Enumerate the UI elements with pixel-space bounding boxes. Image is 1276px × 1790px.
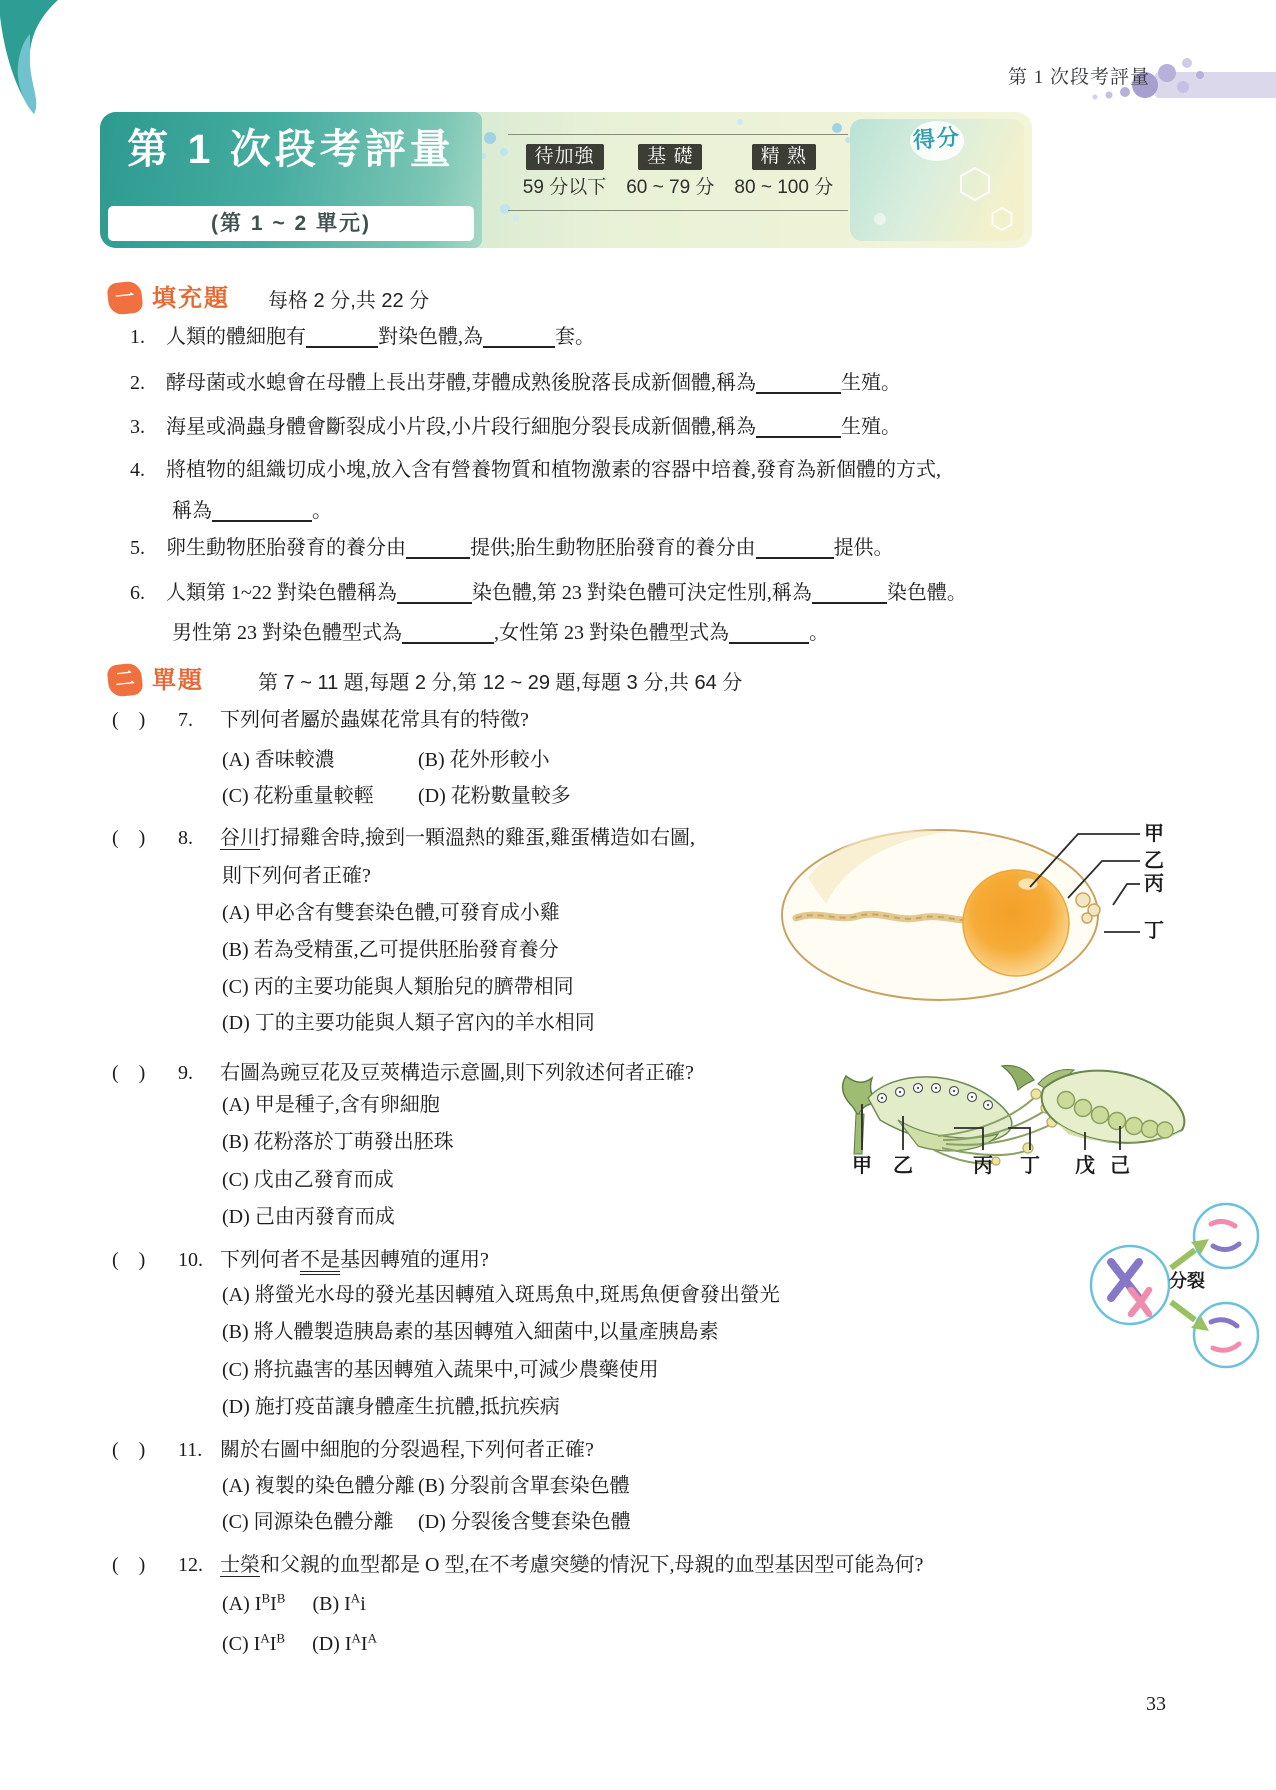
grade-level bbox=[734, 144, 833, 200]
question-7 bbox=[112, 708, 529, 733]
exam-title: 第 1 次段考評量 bbox=[127, 126, 455, 172]
fill-question-6-line2 bbox=[172, 620, 829, 646]
grade-level bbox=[626, 144, 714, 200]
question-stem: 打掃雞舍時,撿到一顆溫熱的雞蛋,雞蛋構造如右圖, bbox=[260, 827, 695, 849]
egg-label-yi: 乙 bbox=[1144, 850, 1164, 872]
pea-diagram bbox=[838, 1058, 1188, 1190]
answer-blank bbox=[306, 324, 378, 348]
level-range: 80 ~ 100 分 bbox=[734, 176, 834, 198]
option-a: (A) $I^BI^B$ bbox=[222, 1590, 286, 1615]
fill-question-5 bbox=[130, 535, 894, 561]
question-number: 2. bbox=[130, 372, 145, 394]
option-b: (B) 花粉落於丁萌發出胚珠 bbox=[222, 1131, 454, 1153]
exam-banner bbox=[100, 112, 1032, 248]
question-text: 提供;胎生動物胚胎發育的養分由 bbox=[470, 537, 756, 559]
grade-scale-table bbox=[508, 134, 848, 211]
egg-label-jia: 甲 bbox=[1144, 823, 1164, 845]
question-text: 海星或渦蟲身體會斷裂成小片段,小片段行細胞分裂長成新個體,稱為 bbox=[166, 416, 756, 438]
question-text: 卵生動物胚胎發育的養分由 bbox=[166, 537, 406, 559]
question-text: 染色體。 bbox=[886, 582, 967, 604]
section-one-note: 每格 2 分,共 22 分 bbox=[268, 290, 430, 312]
answer-blank bbox=[729, 620, 809, 644]
question-text: 提供。 bbox=[833, 537, 894, 559]
question-8-stem-line2: 則下列何者正確? bbox=[222, 865, 371, 887]
level-range: 60 ~ 79 分 bbox=[626, 176, 715, 198]
option-b: (B) 分裂前含單套染色體 bbox=[418, 1475, 630, 1497]
question-stem: 和父親的血型都是 O 型,在不考慮突變的情況下,母親的血型基因型可能為何? bbox=[260, 1554, 924, 1576]
answer-blank bbox=[756, 414, 841, 438]
option-d: (D) 施打疫苗讓身體產生抗體,抵抗疾病 bbox=[222, 1396, 560, 1418]
section-two-note: 第 7 ~ 11 題,每題 2 分,第 12 ~ 29 題,每題 3 分,共 64 分 bbox=[258, 672, 743, 694]
level-badge: 基 礎 bbox=[638, 144, 702, 170]
option-c: (C) $I^AI^B$ bbox=[222, 1630, 286, 1655]
option-a: (A) 甲是種子,含有卵細胞 bbox=[222, 1094, 440, 1116]
pea-label-ding: 丁 bbox=[1020, 1155, 1040, 1177]
answer-blank bbox=[406, 535, 470, 559]
answer-blank bbox=[397, 580, 472, 604]
question-text: 稱為 bbox=[172, 500, 212, 522]
option-c: (C) 同源染色體分離 bbox=[222, 1511, 394, 1533]
question-text: 對染色體,為 bbox=[378, 326, 483, 348]
question-stem: 基因轉殖的運用? bbox=[340, 1249, 489, 1271]
score-box bbox=[850, 119, 1024, 241]
option-b: (B) 花外形較小 bbox=[418, 749, 550, 771]
pea-label-yi: 乙 bbox=[893, 1155, 913, 1177]
section-one-icon: 一 bbox=[106, 280, 143, 315]
option-b: (B) 將人體製造胰島素的基因轉殖入細菌中,以量產胰島素 bbox=[222, 1321, 719, 1343]
answer-parentheses: ( ) bbox=[112, 1249, 146, 1271]
answer-parentheses: ( ) bbox=[112, 827, 146, 849]
option-c: (C) 丙的主要功能與人類胎兒的臍帶相同 bbox=[222, 976, 574, 998]
question-text: 。 bbox=[312, 500, 332, 522]
page-number: 33 bbox=[1146, 1693, 1166, 1715]
question-number: 4. bbox=[130, 459, 145, 481]
fill-question-3 bbox=[130, 414, 901, 440]
section-two-title: 單題 bbox=[152, 667, 204, 694]
question-number: 12. bbox=[178, 1554, 203, 1576]
pea-label-jia: 甲 bbox=[852, 1155, 872, 1177]
question-10 bbox=[112, 1248, 489, 1273]
answer-blank bbox=[483, 324, 555, 348]
question-12 bbox=[112, 1553, 923, 1578]
question-number: 3. bbox=[130, 416, 145, 438]
hexagon-decoration bbox=[850, 119, 1024, 241]
question-text: 人類的體細胞有 bbox=[166, 326, 306, 348]
division-label: 分裂 bbox=[1169, 1271, 1205, 1291]
pea-label-wu: 戊 bbox=[1075, 1155, 1095, 1177]
question-number: 6. bbox=[130, 582, 145, 604]
option-b: (B) 若為受精蛋,乙可提供胚胎發育養分 bbox=[222, 939, 559, 961]
pea-illustration bbox=[838, 1058, 1188, 1190]
fill-question-4-line2 bbox=[172, 498, 332, 524]
question-text: 人類第 1~22 對染色體稱為 bbox=[166, 582, 397, 604]
question-9 bbox=[112, 1061, 694, 1086]
question-number: 7. bbox=[178, 709, 193, 731]
egg-diagram bbox=[778, 818, 1178, 1010]
question-stem: 關於右圖中細胞的分裂過程,下列何者正確? bbox=[220, 1439, 594, 1461]
student-name: 士榮 bbox=[220, 1554, 260, 1576]
option-d: (D) 己由丙發育而成 bbox=[222, 1206, 395, 1228]
egg-illustration bbox=[778, 818, 1178, 1010]
question-number: 1. bbox=[130, 326, 145, 348]
option-c: (C) 戊由乙發育而成 bbox=[222, 1169, 394, 1191]
option-b: (B) $I^Ai$ bbox=[312, 1590, 366, 1615]
answer-parentheses: ( ) bbox=[112, 709, 146, 731]
answer-parentheses: ( ) bbox=[112, 1062, 146, 1084]
question-stem: 右圖為豌豆花及豆莢構造示意圖,則下列敘述何者正確? bbox=[220, 1062, 694, 1084]
fill-question-2 bbox=[130, 370, 901, 396]
fill-question-1 bbox=[130, 324, 595, 350]
option-a: (A) 甲必含有雙套染色體,可發育成小雞 bbox=[222, 902, 560, 924]
level-range: 59 分以下 bbox=[522, 176, 607, 198]
question-text: 生殖。 bbox=[841, 372, 901, 394]
option-a: (A) 香味較濃 bbox=[222, 749, 335, 771]
section-one-title: 填充題 bbox=[152, 285, 230, 312]
pea-label-bing: 丙 bbox=[973, 1155, 993, 1177]
question-11-options-row1 bbox=[222, 1474, 630, 1499]
pea-label-ji: 己 bbox=[1110, 1155, 1130, 1177]
question-number: 10. bbox=[178, 1249, 203, 1271]
option-d: (D) 分裂後含雙套染色體 bbox=[418, 1511, 631, 1533]
option-a: (A) 複製的染色體分離 bbox=[222, 1475, 415, 1497]
question-number: 9. bbox=[178, 1062, 193, 1084]
answer-blank bbox=[212, 498, 312, 522]
question-text: 生殖。 bbox=[841, 416, 901, 438]
exam-title-box bbox=[100, 112, 482, 248]
answer-blank bbox=[756, 370, 841, 394]
question-11-options-row2 bbox=[222, 1510, 631, 1535]
question-12-options-row1 bbox=[222, 1592, 366, 1617]
student-name: 谷川 bbox=[220, 827, 260, 849]
question-12-options-row2 bbox=[222, 1632, 377, 1657]
option-c: (C) 花粉重量較輕 bbox=[222, 785, 374, 807]
exam-subtitle: (第 1 ~ 2 單元) bbox=[108, 206, 474, 241]
answer-parentheses: ( ) bbox=[112, 1554, 146, 1576]
negation-emphasis: 不是 bbox=[300, 1249, 340, 1275]
question-text: 套。 bbox=[555, 326, 595, 348]
question-number: 11. bbox=[178, 1439, 203, 1461]
question-text: 。 bbox=[809, 622, 829, 644]
question-number: 5. bbox=[130, 537, 145, 559]
question-number: 8. bbox=[178, 827, 193, 849]
question-text: 酵母菌或水螅會在母體上長出芽體,芽體成熟後脫落長成新個體,稱為 bbox=[166, 372, 756, 394]
grade-level bbox=[523, 144, 606, 200]
answer-blank bbox=[756, 535, 834, 559]
question-11 bbox=[112, 1438, 594, 1463]
option-a: (A) 將螢光水母的發光基因轉殖入斑馬魚中,斑馬魚便會發出螢光 bbox=[222, 1284, 780, 1306]
question-text: ,女性第 23 對染色體型式為 bbox=[494, 622, 729, 644]
question-text: 染色體,第 23 對染色體可決定性別,稱為 bbox=[471, 582, 812, 604]
option-c: (C) 將抗蟲害的基因轉殖入蔬果中,可減少農藥使用 bbox=[222, 1359, 659, 1381]
question-8 bbox=[112, 826, 695, 851]
option-d: (D) 丁的主要功能與人類子宮內的羊水相同 bbox=[222, 1012, 595, 1034]
answer-blank bbox=[812, 580, 887, 604]
answer-parentheses: ( ) bbox=[112, 1439, 146, 1461]
question-stem: 下列何者 bbox=[220, 1249, 300, 1271]
cell-division-diagram bbox=[1085, 1198, 1270, 1374]
option-d: (D) 花粉數量較多 bbox=[418, 785, 571, 807]
question-text: 將植物的組織切成小塊,放入含有營養物質和植物激素的容器中培養,發育為新個體的方式, bbox=[166, 459, 941, 481]
score-label: 得分 bbox=[911, 123, 962, 154]
section-two-icon: 二 bbox=[106, 662, 143, 697]
option-d: (D) $I^AI^A$ bbox=[312, 1630, 377, 1655]
fill-question-4 bbox=[130, 458, 941, 483]
question-7-options-row2 bbox=[222, 784, 571, 809]
level-badge: 精 熟 bbox=[752, 144, 816, 170]
fill-question-6 bbox=[130, 580, 967, 606]
egg-label-ding: 丁 bbox=[1144, 920, 1164, 942]
egg-label-bing: 丙 bbox=[1144, 873, 1164, 895]
corner-decoration bbox=[0, 0, 70, 120]
question-stem: 下列何者屬於蟲媒花常具有的特徵? bbox=[220, 709, 529, 731]
level-badge: 待加強 bbox=[526, 144, 604, 170]
answer-blank bbox=[402, 620, 494, 644]
question-text: 男性第 23 對染色體型式為 bbox=[172, 622, 402, 644]
page-header-title: 第 1 次段考評量 bbox=[1008, 67, 1151, 88]
question-7-options-row1 bbox=[222, 748, 550, 773]
